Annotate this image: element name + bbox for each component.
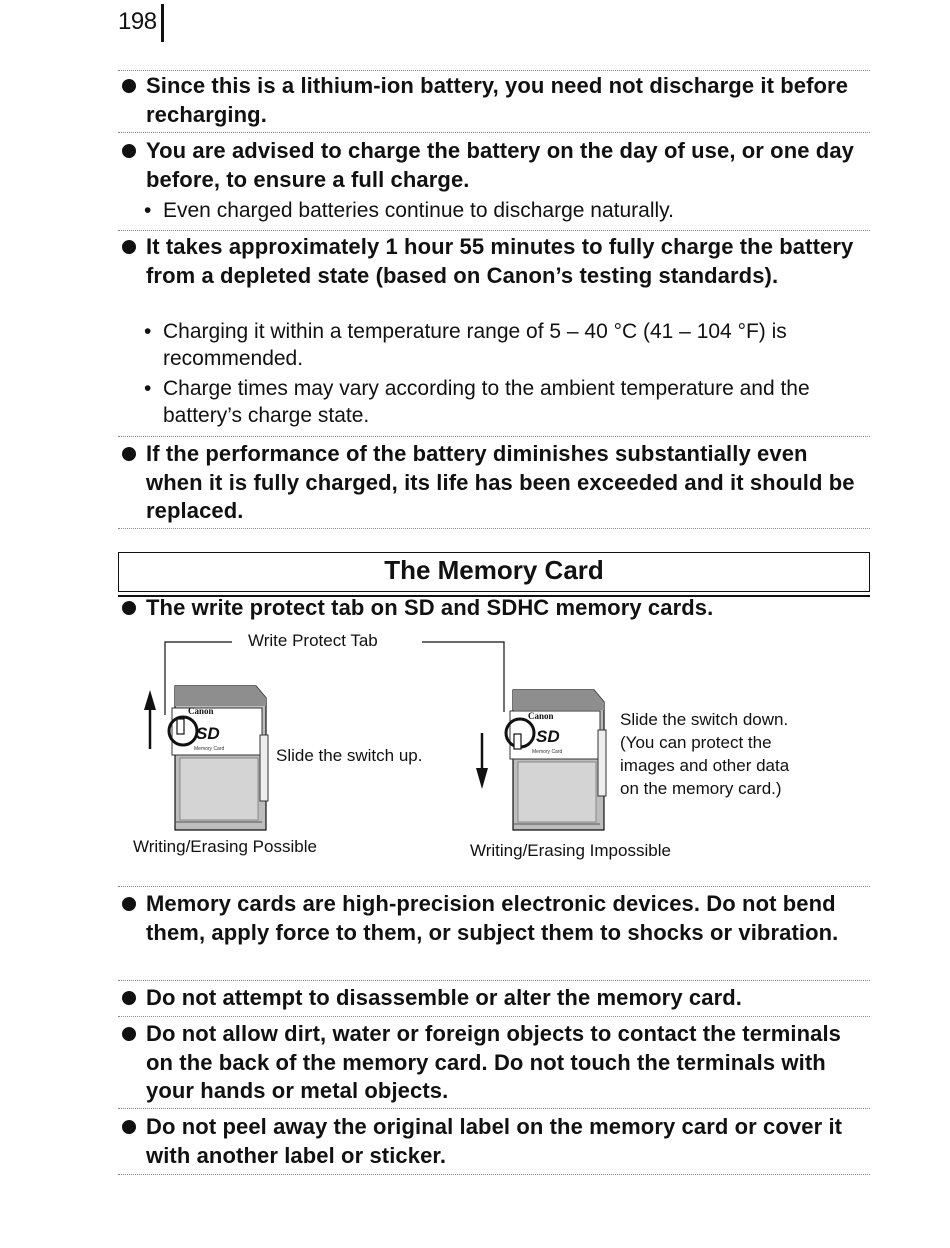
bullet-text: Memory cards are high-precision electronic devices. Do not bend them, apply force to them, or subject them to shocks or vibration. [146, 891, 839, 945]
divider [118, 1174, 870, 1175]
bullet-text: You are advised to charge the battery on the day of use, or one day before, to ensure a full charge. [146, 138, 855, 192]
bullet-icon [122, 897, 136, 911]
arrow-down-icon [476, 733, 488, 789]
bullet-text: Do not peel away the original label on the memory card or cover it with another label or sticker. [146, 1114, 843, 1168]
bullet-icon [122, 991, 136, 1005]
arrow-up-icon [144, 690, 156, 749]
slide-down-label-3: images and other data [620, 756, 790, 775]
sub-bullet-text: Charge times may vary according to the ambient temperature and the battery’s charge state. [163, 377, 810, 427]
card-sub-left: Memory Card [194, 746, 225, 752]
bullet-text: Since this is a lithium-ion battery, you need not discharge it before recharging. [146, 73, 849, 127]
bullet-text: Do not allow dirt, water or foreign objects to contact the terminals on the back of the memory card. Do not touch the terminals with your hands or metal objects. [146, 1021, 841, 1103]
bullet-item [120, 984, 865, 1013]
caption-writing-possible: Writing/Erasing Possible [133, 837, 317, 856]
caption-writing-impossible: Writing/Erasing Impossible [470, 841, 671, 860]
write-protect-tab-label: Write Protect Tab [248, 631, 378, 650]
bullet-text: Do not attempt to disassemble or alter the memory card. [146, 985, 742, 1010]
card-brand-right: Canon [528, 711, 554, 721]
sub-bullet-text: Even charged batteries continue to discharge naturally. [163, 199, 674, 222]
page-number: 198 [118, 8, 157, 35]
bullet-icon [122, 1027, 136, 1041]
card-brand-left: Canon [188, 706, 214, 716]
section-title: The Memory Card [384, 555, 604, 585]
bullet-text: If the performance of the battery diminishes substantially even when it is fully charged, its life has been exceeded and it should be replaced. [146, 441, 855, 523]
card-sub-right: Memory Card [532, 749, 563, 755]
slide-down-label-4: on the memory card.) [620, 779, 782, 798]
slide-down-label-1: Slide the switch down. [620, 710, 789, 729]
bullet-icon [122, 1120, 136, 1134]
bullet-item [120, 1020, 865, 1106]
divider [118, 1108, 870, 1109]
card-logo-right: SD [536, 727, 560, 746]
sub-bullet-dot: • [144, 199, 152, 222]
bullet-item [120, 890, 865, 947]
bullet-item [120, 1113, 865, 1170]
sub-bullet-dot: • [144, 320, 152, 343]
slide-up-label: Slide the switch up. [276, 746, 423, 765]
sd-card-left [169, 686, 268, 830]
sd-card-right [506, 690, 606, 830]
slide-down-label-2: (You can protect the [620, 733, 772, 752]
bullet-text: It takes approximately 1 hour 55 minutes to fully charge the battery from a depleted state (based on Canon’s testing standards). [146, 234, 854, 288]
divider [118, 1016, 870, 1017]
sub-bullet-dot: • [144, 377, 152, 400]
sub-bullet-text: Charging it within a temperature range of 5 – 40 °C (41 – 104 °F) is recommended. [163, 320, 787, 370]
divider [118, 886, 870, 887]
card-logo-left: SD [196, 724, 220, 743]
bullet-text: The write protect tab on SD and SDHC memory cards. [146, 595, 714, 620]
divider [118, 980, 870, 981]
